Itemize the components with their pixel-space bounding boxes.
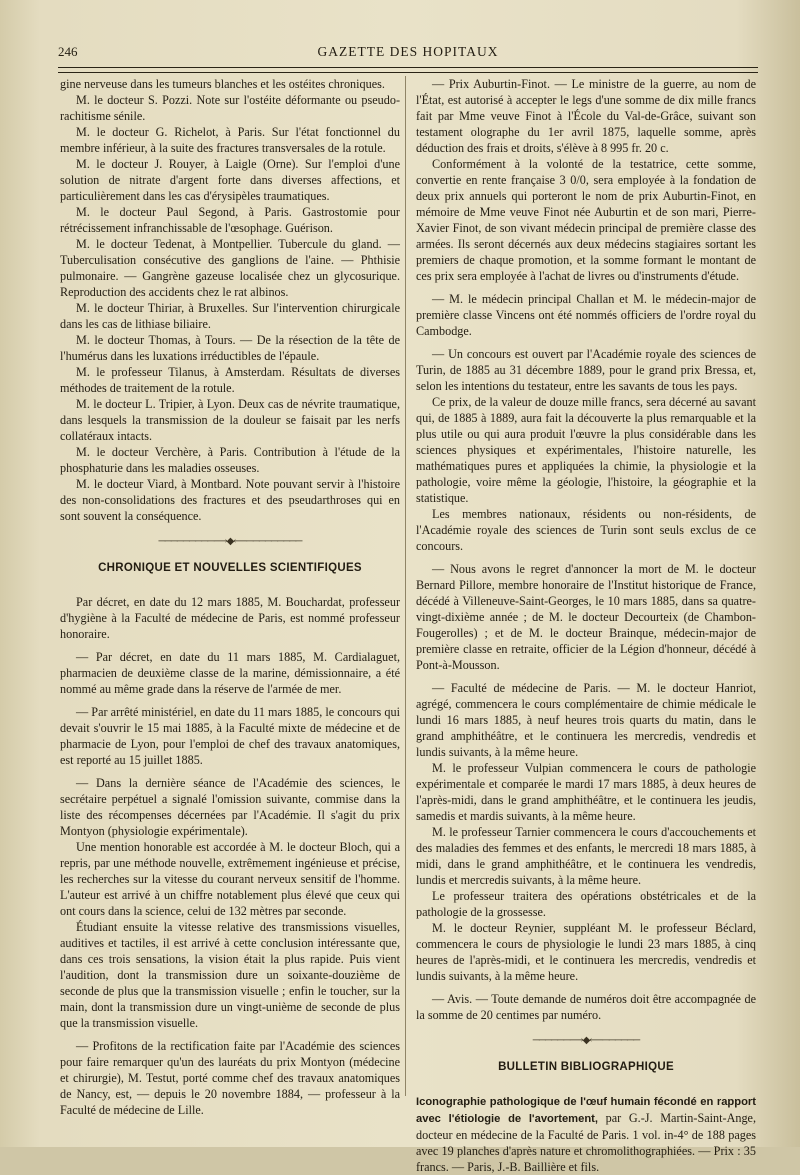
paragraph: gine nerveuse dans les tumeurs blanches et les ostéites chroniques. — [60, 77, 385, 91]
paragraph: Étudiant ensuite la vitesse relative des transmissions visuelles, auditives et tactiles, il est arrivé à cette conclusion intéressante que, dans ces trois sensations, la vision était la plus rapide. Puis vient l'audition, dont la transmission dure un soixante-douzième de seconde de plus que la transmission visuelle ; enfin le toucher, sur la main, dont la transmission dure un vingt-unième de seconde de plus que la transmission visuelle. — [60, 920, 400, 1030]
page-header — [58, 42, 758, 62]
paragraph: — Par décret, en date du 11 mars 1885, M. Cardialaguet, pharmacien de deuxième classe de la marine, démissionnaire, a été nommé au même grade dans la réserve de l'armée de mer. — [60, 650, 400, 696]
paragraph: — M. le médecin principal Challan et M. le médecin-major de première classe Vincens ont été nommés officiers de l'ordre royal du Cambodge. — [416, 292, 756, 338]
right-column — [416, 76, 756, 1175]
paragraph: M. le docteur L. Tripier, à Lyon. Deux cas de névrite traumatique, dans lesquels la transmission de la douleur se faisait par les nerfs collatéraux intacts. — [60, 397, 400, 443]
paragraph: — Par arrêté ministériel, en date du 11 mars 1885, le concours qui devait s'ouvrir le 15 mai 1885, à la Faculté mixte de médecine et de pharmacie de Lyon, pour l'emploi de chef des travaux anatomiques, est reporté au 15 juillet 1885. — [60, 705, 400, 767]
paragraph: Une mention honorable est accordée à M. le docteur Bloch, qui a repris, par une méthode nouvelle, extrêmement ingénieuse et précise, les recherches sur la vitesse du courant nerveux sensitif de l'homme. L'auteur est arrivé à un chiffre notablement plus élevé que ceux qui ont cours dans la science, celui de 132 mètres par seconde. — [60, 840, 400, 918]
page-number: 246 — [58, 44, 78, 59]
paragraph: M. le professeur Tilanus, à Amsterdam. Résultats de diverses méthodes de traitement de la rotule. — [60, 365, 400, 395]
paragraph: M. le professeur Vulpian commencera le cours de pathologie expérimentale et comparée le mardi 17 mars 1885, à deux heures de l'après-midi, dans le grand amphithéâtre, et le continuera les jeudis, samedis et mardis suivants, à la même heure. — [416, 761, 756, 823]
paragraph: M. le docteur S. Pozzi. Note sur l'ostéite déformante ou pseudo-rachitisme sénile. — [60, 93, 400, 123]
paragraph: M. le docteur G. Richelot, à Paris. Sur l'état fonctionnel du membre inférieur, à la suite des fractures transversales de la rotule. — [60, 125, 400, 155]
bibliography-title: Iconographie pathologique de l'œuf humain fécondé en rapport avec l'étiologie de l'avortement, — [416, 1096, 756, 1125]
paragraph: M. le docteur J. Rouyer, à Laigle (Orne). Sur l'emploi d'une solution de nitrate d'argent forte dans diverses affections, et particulièrement dans les cas d'érysipèles traumatiques. — [60, 157, 400, 203]
paragraph: Par décret, en date du 12 mars 1885, M. Bouchardat, professeur d'hygiène à la Faculté de médecine de Paris, est nommé professeur honoraire. — [60, 595, 400, 641]
paragraph: — Faculté de médecine de Paris. — M. le docteur Hanriot, agrégé, commencera le cours complémentaire de chimie médicale le lundi 16 mars 1885, à neuf heures trois quarts du matin, dans le grand amphithéâtre, et le continuera les mercredis, vendredis et lundis suivants, à la même heure. — [416, 681, 756, 759]
column-divider — [405, 76, 406, 1096]
section-title-chronique: CHRONIQUE ET NOUVELLES SCIENTIFIQUES — [98, 562, 362, 574]
paragraph: M. le docteur Paul Segond, à Paris. Gastrostomie pour rétrécissement infranchissable de l'œsophage. Guérison. — [60, 205, 400, 235]
header-rule — [58, 67, 758, 73]
section-ornament: ─────────⟶◆⟵───────── — [158, 536, 302, 547]
paragraph: — Profitons de la rectification faite par l'Académie des sciences pour faire remarquer qu'un des lauréats du prix Montyon (médecine et chirurgie), M. Testut, porté comme chef des travaux anatomiques de Nancy, est, — depuis le 20 novembre 1884, — professeur à la Faculté de médecine de Lille. — [60, 1039, 400, 1117]
paragraph: M. le docteur Verchère, à Paris. Contribution à l'étude de la phosphaturie dans les maladies osseuses. — [60, 445, 400, 475]
left-column — [60, 76, 400, 1118]
paragraph: — Dans la dernière séance de l'Académie des sciences, le secrétaire perpétuel a signalé l'omission suivante, commise dans la liste des récompenses décernées par l'Académie. Il s'agit du prix Montyon (physiologie expérimentale). — [60, 776, 400, 838]
paragraph: M. le professeur Tarnier commencera le cours d'accouchements et des maladies des femmes et des enfants, le mercredi 18 mars 1885, à midi, dans le grand amphithéâtre, et le continuera les vendredis, lundis et mercredis suivants, à la même heure. — [416, 825, 756, 887]
section-title-bulletin: BULLETIN BIBLIOGRAPHIQUE — [498, 1061, 674, 1073]
paragraph: M. le docteur Thiriar, à Bruxelles. Sur l'intervention chirurgicale dans les cas de lithiase biliaire. — [60, 301, 400, 331]
paragraph: M. le docteur Thomas, à Tours. — De la résection de la tête de l'humérus dans les luxations irréductibles de l'épaule. — [60, 333, 400, 363]
bibliography-entry — [416, 1093, 756, 1175]
running-title: GAZETTE DES HOPITAUX — [317, 44, 499, 59]
paragraph: Ce prix, de la valeur de douze mille francs, sera décerné au savant qui, de 1885 à 1889, aura fait la découverte la plus remarquable et la plus utile ou qui aura produit l'œuvre la plus considérable dans les sciences physiques et expérimentales, l'histoire naturelle, les mathématiques pures et appliquées la chimie, la physiologie et la pathologie, voire même la géologie, l'histoire, la géographie et la statistique. — [416, 395, 756, 505]
paragraph: Conformément à la volonté de la testatrice, cette somme, convertie en rente française 3 0/0, sera employée à la fondation de deux prix annuels qui porteront le nom de prix Auburtin-Finot, en mémoire de Mme veuve Finot née Auburtin et de son mari, Pierre-Xavier Finot, de son vivant médecin principal de première classe des armées. Ils seront décernés aux deux médecins stagiaires sortant les premiers de chaque promotion, et la somme formant le montant de ces prix sera employée à l'achat de livres ou d'instruments d'étude. — [416, 157, 756, 283]
paragraph: — Nous avons le regret d'annoncer la mort de M. le docteur Bernard Pillore, membre honoraire de l'Institut historique de France, décédé à Villeneuve-Saint-Georges, le 10 mars 1885, dans sa quatre-vingt-dixième année ; de M. le docteur Decourteix (de Chambon-Fougerolles) ; et de M. le docteur Brainque, médecin-major de première classe en retraite, officier de la Légion d'honneur, décédé à Pont-à-Mousson. — [416, 562, 756, 672]
paragraph: — Prix Auburtin-Finot. — Le ministre de la guerre, au nom de l'État, est autorisé à accepter le legs d'une somme de dix mille francs fait par Mme veuve Finot à l'École du Val-de-Grâce, suivant son testament olographe du 1er avril 1875, laquelle somme, après déduction des frais et droits, s'élève à 8 995 fr. 20 c. — [416, 77, 756, 155]
paragraph: M. le docteur Tedenat, à Montpellier. Tubercule du gland. — Tuberculisation consécutive des ganglions de l'aine. — Phthisie pulmonaire. — Gangrène gazeuse localisée chez un glycosurique. Reproduction des accidents chez le rat albinos. — [60, 237, 400, 299]
paragraph: Le professeur traitera des opérations obstétricales et de la pathologie de la grossesse. — [416, 889, 756, 919]
paragraph: M. le docteur Reynier, suppléant M. le professeur Béclard, commencera le cours de physiologie le lundi 23 mars 1885, à cinq heures de l'après-midi, et le continuera les mercredis, vendredis et lundis suivants, à la même heure. — [416, 921, 756, 983]
bibliography-details: par G.-J. Martin-Saint-Ange, docteur en médecine de la Faculté de Paris. 1 vol. in-4° de 188 pages avec 19 planches d'après nature et chromolithographiées. — Prix : 35 francs. — Paris, J.-B. Baillière et fils. — [416, 1111, 757, 1174]
section-ornament: ──────⟶◆⟵────── — [532, 1035, 640, 1046]
paragraph: — Avis. — Toute demande de numéros doit être accompagnée de la somme de 20 centimes par numéro. — [416, 992, 756, 1022]
paragraph: — Un concours est ouvert par l'Académie royale des sciences de Turin, de 1885 au 31 décembre 1889, pour le grand prix Bressa, et, selon les intentions du testateur, entre les savants de tous les pays. — [416, 347, 756, 393]
paragraph: M. le docteur Viard, à Montbard. Note pouvant servir à l'histoire des non-consolidations des fractures et des pseudarthroses qui en sont souvent la conséquence. — [60, 477, 400, 523]
paragraph: Les membres nationaux, résidents ou non-résidents, de l'Académie royale des sciences de Turin sont seuls exclus de ce concours. — [416, 507, 756, 553]
